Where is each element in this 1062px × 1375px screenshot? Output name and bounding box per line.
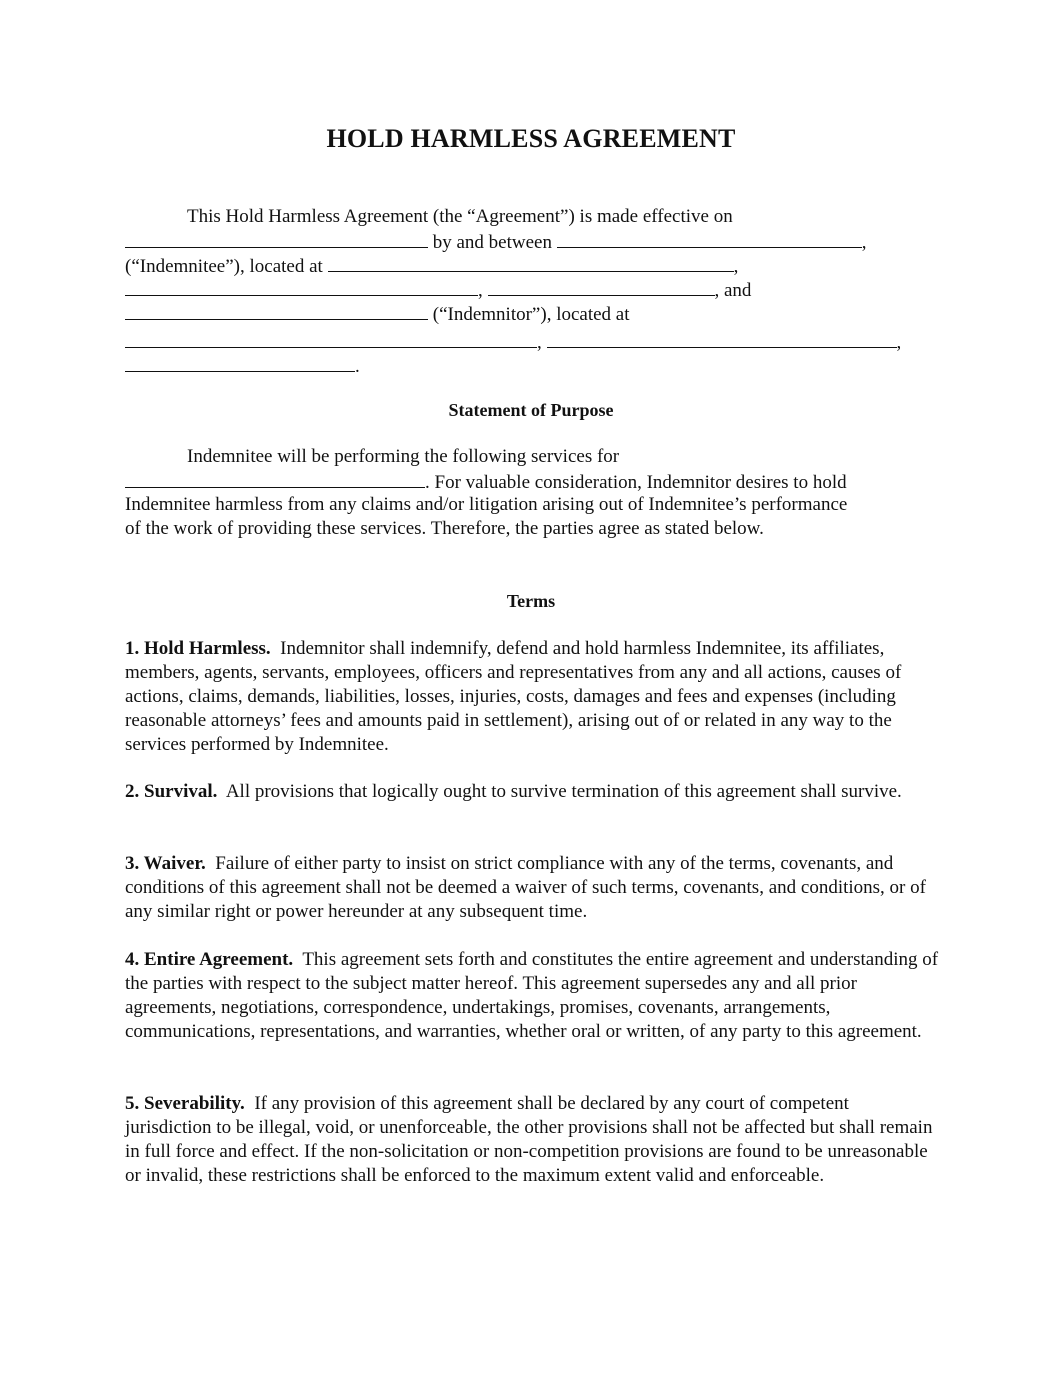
term-text: All provisions that logically ought to survive termination of this agreement shall survive.	[225, 781, 902, 802]
indemnitor-city-field[interactable]	[547, 329, 897, 348]
purpose-line-3	[125, 493, 847, 517]
purpose-text: of the work of providing these services. Therefore, the parties agree as stated below.	[125, 518, 764, 539]
term-label: 3. Waiver.	[125, 853, 206, 874]
purpose-text: Indemnitee will be performing the following services for	[187, 446, 620, 467]
indemnitor-address-field[interactable]	[125, 329, 537, 348]
intro-line-3	[125, 253, 738, 279]
term-text: If any provision of this agreement shall be declared by any court of competent jurisdiction to be illegal, void, or unenforceable, the other provisions shall not be affected but shall remain in full force and effect. If the non-solicitation or non-competition provisions are found to be unreasonable or invalid, these restrictions shall be enforced to the maximum extent valid and enforceable.	[125, 1093, 933, 1186]
document-title: HOLD HARMLESS AGREEMENT	[326, 124, 736, 153]
effective-date-field[interactable]	[125, 229, 428, 248]
term-entire-agreement	[125, 948, 940, 1044]
purpose-heading: Statement of Purpose	[448, 400, 614, 420]
term-waiver	[125, 852, 940, 924]
intro-text: ,	[478, 280, 488, 301]
intro-line-6	[125, 329, 901, 355]
purpose-line-4	[125, 517, 764, 541]
intro-line-4	[125, 277, 751, 303]
intro-text: (“Indemnitee”), located at	[125, 256, 328, 277]
intro-text: ,	[896, 332, 902, 353]
intro-text: ,	[733, 256, 739, 277]
intro-text: ,	[537, 332, 547, 353]
intro-text: by and between	[428, 232, 557, 253]
term-text: Indemnitor shall indemnify, defend and hold harmless Indemnitee, its affiliates, members, agents, servants, employees, officers and representatives from any and all actions, causes of actions, claims, demands, liabilities, losses, injuries, costs, damages and fees and expenses (including reasonable attorneys’ fees and amounts paid in settlement), arising out of or related in any way to the services performed by Indemnitee.	[125, 638, 902, 755]
purpose-line-1	[187, 445, 619, 469]
term-label: 4. Entire Agreement.	[125, 949, 294, 970]
intro-text: This Hold Harmless Agreement (the “Agreement”) is made effective on	[187, 206, 733, 227]
services-field[interactable]	[125, 469, 425, 488]
indemnitee-name-field[interactable]	[557, 229, 862, 248]
term-survival	[125, 780, 940, 804]
term-label: 1. Hold Harmless.	[125, 638, 271, 659]
intro-text: ,	[861, 232, 867, 253]
intro-text: , and	[714, 280, 752, 301]
intro-text: (“Indemnitor”), located at	[428, 304, 630, 325]
indemnitee-address-field[interactable]	[328, 253, 734, 272]
term-hold-harmless	[125, 637, 940, 757]
indemnitee-city-field[interactable]	[125, 277, 478, 296]
indemnitee-state-field[interactable]	[488, 277, 715, 296]
intro-line-5	[125, 301, 630, 327]
term-text: Failure of either party to insist on strict compliance with any of the terms, covenants, and conditions of this agreement shall not be deemed a waiver of such terms, covenants, and conditions, or of any similar right or power hereunder at any subsequent time.	[125, 853, 926, 922]
intro-text: .	[355, 356, 360, 377]
term-severability	[125, 1092, 940, 1188]
indemnitor-name-field[interactable]	[125, 301, 428, 320]
indemnitor-state-field[interactable]	[125, 353, 355, 372]
intro-line-1	[187, 205, 733, 229]
term-label: 2. Survival.	[125, 781, 218, 802]
purpose-line-2	[125, 469, 847, 495]
terms-heading: Terms	[506, 591, 556, 611]
intro-line-2	[125, 229, 866, 255]
purpose-text: . For valuable consideration, Indemnitor desires to hold	[425, 472, 847, 493]
purpose-text: Indemnitee harmless from any claims and/or litigation arising out of Indemnitee’s performance	[125, 494, 848, 515]
term-text: This agreement sets forth and constitutes the entire agreement and understanding of the parties with respect to the subject matter hereof. This agreement supersedes any and all prior agreements, negotiations, correspondence, undertakings, promises, covenants, arrangements, communications, representations, and warranties, whether oral or written, of any party to this agreement.	[125, 949, 939, 1042]
term-label: 5. Severability.	[125, 1093, 245, 1114]
intro-line-7	[125, 353, 360, 379]
